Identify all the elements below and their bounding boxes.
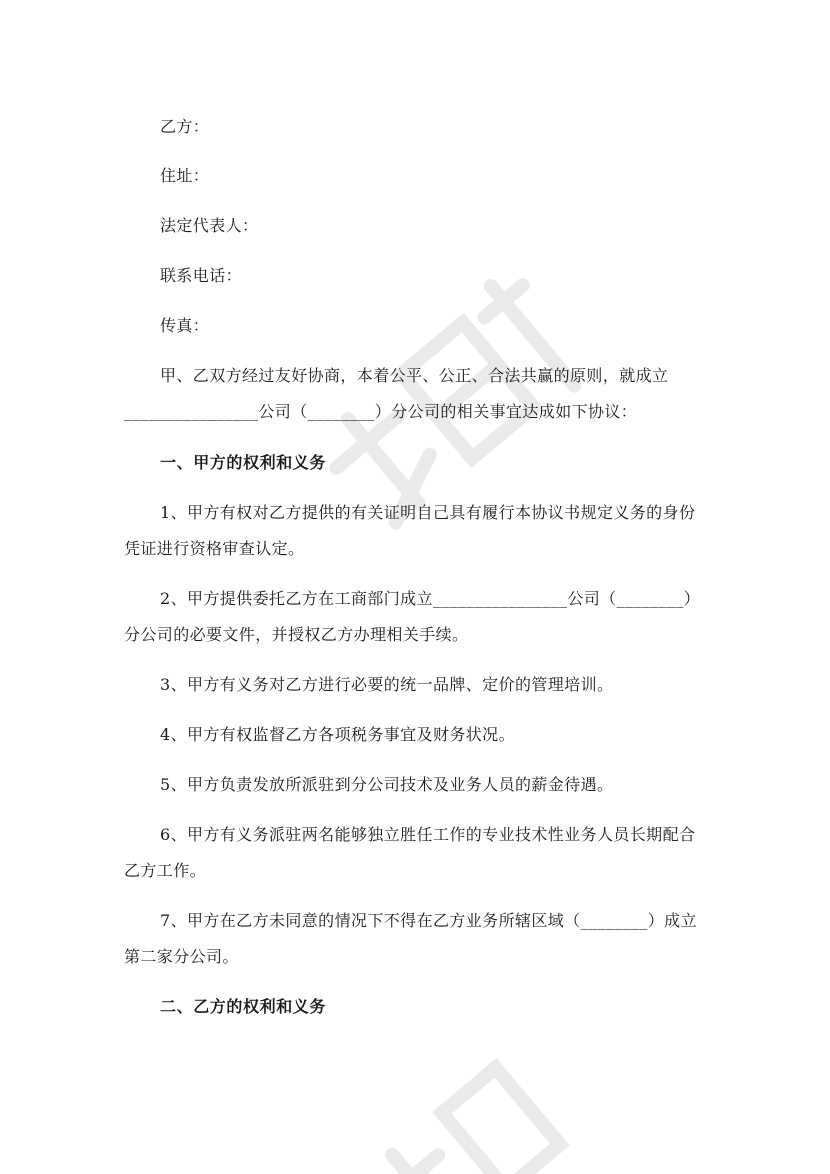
- watermark-graphic-bottom: [330, 1030, 590, 1174]
- item-1-line-1: 1、甲方有权对乙方提供的有关证明自己具有履行本协议书规定义务的身份: [160, 503, 696, 522]
- section-1-heading: 一、甲方的权利和义务: [160, 453, 327, 472]
- item-5: 5、甲方负责发放所派驻到分公司技术及业务人员的薪金待遇。: [160, 775, 614, 794]
- intro-line-1: 甲、乙双方经过友好协商，本着公平、公正、合法共赢的原则，就成立: [160, 366, 669, 385]
- item-7-line-1: 7、甲方在乙方未同意的情况下不得在乙方业务所辖区域（________）成立: [160, 911, 697, 930]
- intro-line-2: [124, 402, 637, 422]
- party-b-phone-label: 联系电话：: [160, 266, 243, 285]
- item-3: 3、甲方有义务对乙方进行必要的统一品牌、定价的管理培训。: [160, 675, 614, 694]
- item-2-line-2: 分公司的必要文件，并授权乙方办理相关手续。: [124, 625, 469, 644]
- party-b-legal-rep-label: 法定代表人：: [160, 216, 259, 235]
- item-6-line-1: 6、甲方有义务派驻两名能够独立胜任工作的专业技术性业务人员长期配合: [160, 825, 696, 844]
- item-2-line-1: 2、甲方提供委托乙方在工商部门成立________________公司（________）: [160, 589, 701, 608]
- party-b-address-label: 住址：: [160, 166, 210, 185]
- company-name-blank: ________________: [124, 402, 259, 421]
- item-4: 4、甲方有权监督乙方各项税务事宜及财务状况。: [160, 725, 515, 744]
- item-1-line-2: 凭证进行资格审查认定。: [124, 539, 305, 558]
- item-6-line-2: 乙方工作。: [124, 861, 207, 880]
- party-b-name-label: 乙方：: [160, 117, 210, 136]
- intro-line-2-text: 公司（________）分公司的相关事宜达成如下协议：: [258, 402, 638, 421]
- party-b-fax-label: 传真：: [160, 316, 210, 335]
- section-2-heading: 二、乙方的权利和义务: [160, 997, 327, 1016]
- item-7-line-2: 第二家分公司。: [124, 947, 239, 966]
